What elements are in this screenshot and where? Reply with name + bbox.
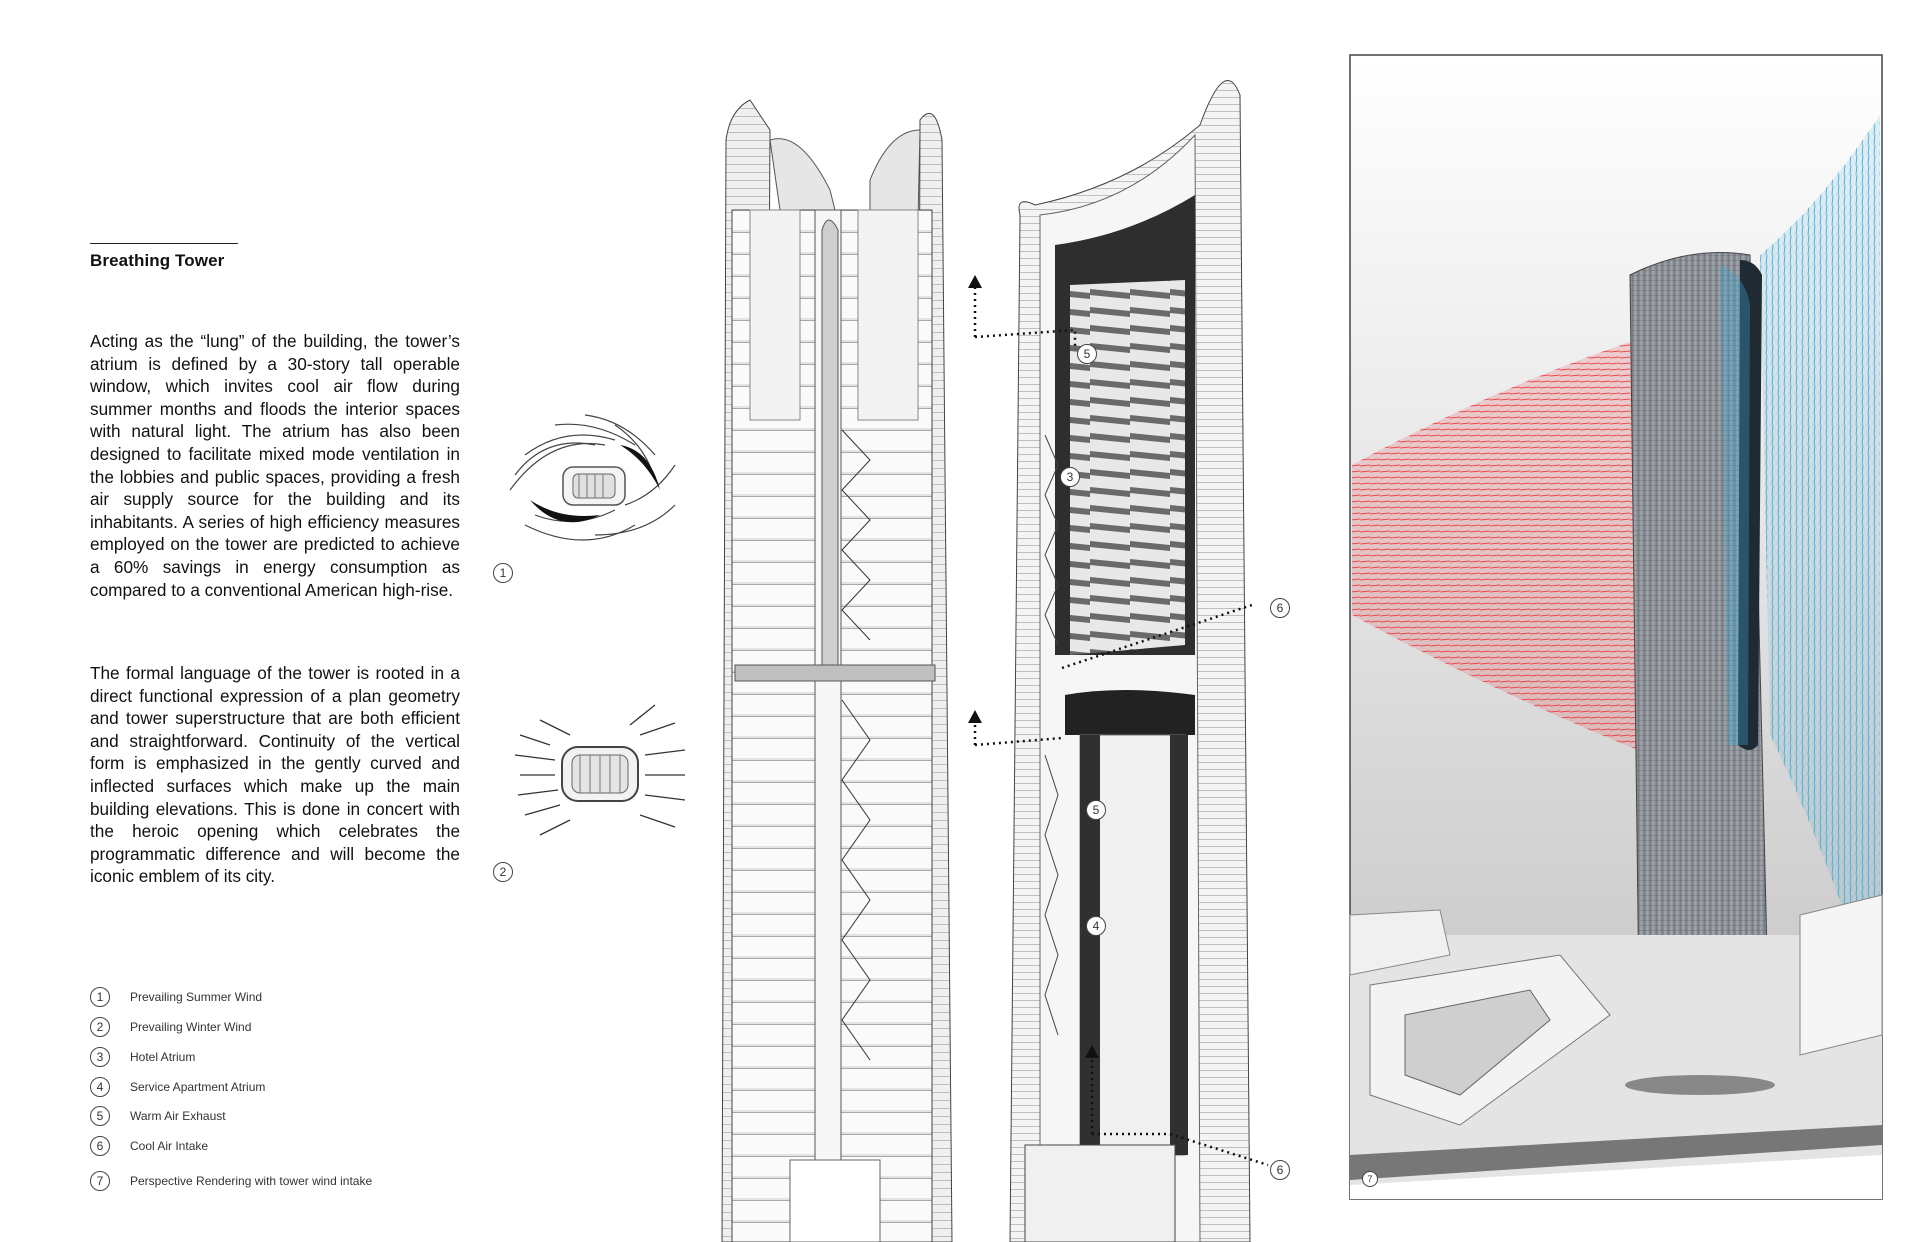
perspective-rendering — [1350, 55, 1882, 1199]
marker-warm-exhaust-upper: 5 — [1077, 344, 1097, 364]
marker-rendering: 7 — [1362, 1171, 1378, 1187]
legend-label: Prevailing Summer Wind — [130, 990, 263, 1004]
marker-hotel-atrium: 3 — [1060, 467, 1080, 487]
page-title: Breathing Tower — [90, 251, 225, 270]
legend-number: 4 — [90, 1077, 110, 1097]
legend-number: 7 — [90, 1171, 110, 1191]
body-paragraph-1: Acting as the “lung” of the building, the tower’s atrium is defined by a 30-story tall operable window, which invites cool air flow during summer months and floods the interior spaces with natural light. The atrium has also been designed to facilitate mixed mode ventilation in the lobbies and public spaces, providing a fresh air supply source for the building and its inhabitants. A series of high efficiency measures employed on the tower are predicted to achieve a 60% savings in energy consumption as compared to a conventional American high-rise. — [90, 331, 460, 600]
intake-arrow-up — [1085, 1045, 1099, 1058]
marker-summer-wind: 1 — [493, 563, 513, 583]
marker-cool-intake-lower: 6 — [1270, 1160, 1290, 1180]
legend-label: Hotel Atrium — [130, 1050, 196, 1064]
legend-number: 1 — [90, 987, 110, 1007]
legend-label: Prevailing Winter Wind — [130, 1020, 252, 1034]
exhaust-arrow-up — [968, 710, 982, 723]
legend-label: Cool Air Intake — [130, 1139, 209, 1153]
legend-label: Warm Air Exhaust — [130, 1109, 226, 1123]
marker-apartment-atrium: 4 — [1086, 916, 1106, 936]
legend-number: 5 — [90, 1106, 110, 1126]
body-paragraph-2: The formal language of the tower is rooted in a direct functional expression of a plan geometry and tower superstructure that are both efficient and straightforward. Continuity of the vertical form is emphasized in the gently curved and inflected surfaces which make up the main building elevations. This is done in concert with the heroic opening which celebrates the programmatic difference and will become the iconic emblem of its city. — [90, 663, 460, 887]
marker-winter-wind: 2 — [493, 862, 513, 882]
legend-label: Perspective Rendering with tower wind intake — [130, 1174, 373, 1188]
marker-cool-intake-upper: 6 — [1270, 598, 1290, 618]
exhaust-arrow-up — [968, 275, 982, 288]
legend-label: Service Apartment Atrium — [130, 1080, 266, 1094]
marker-warm-exhaust-lower: 5 — [1086, 800, 1106, 820]
legend-number: 3 — [90, 1047, 110, 1067]
legend-number: 6 — [90, 1136, 110, 1156]
legend-number: 2 — [90, 1017, 110, 1037]
